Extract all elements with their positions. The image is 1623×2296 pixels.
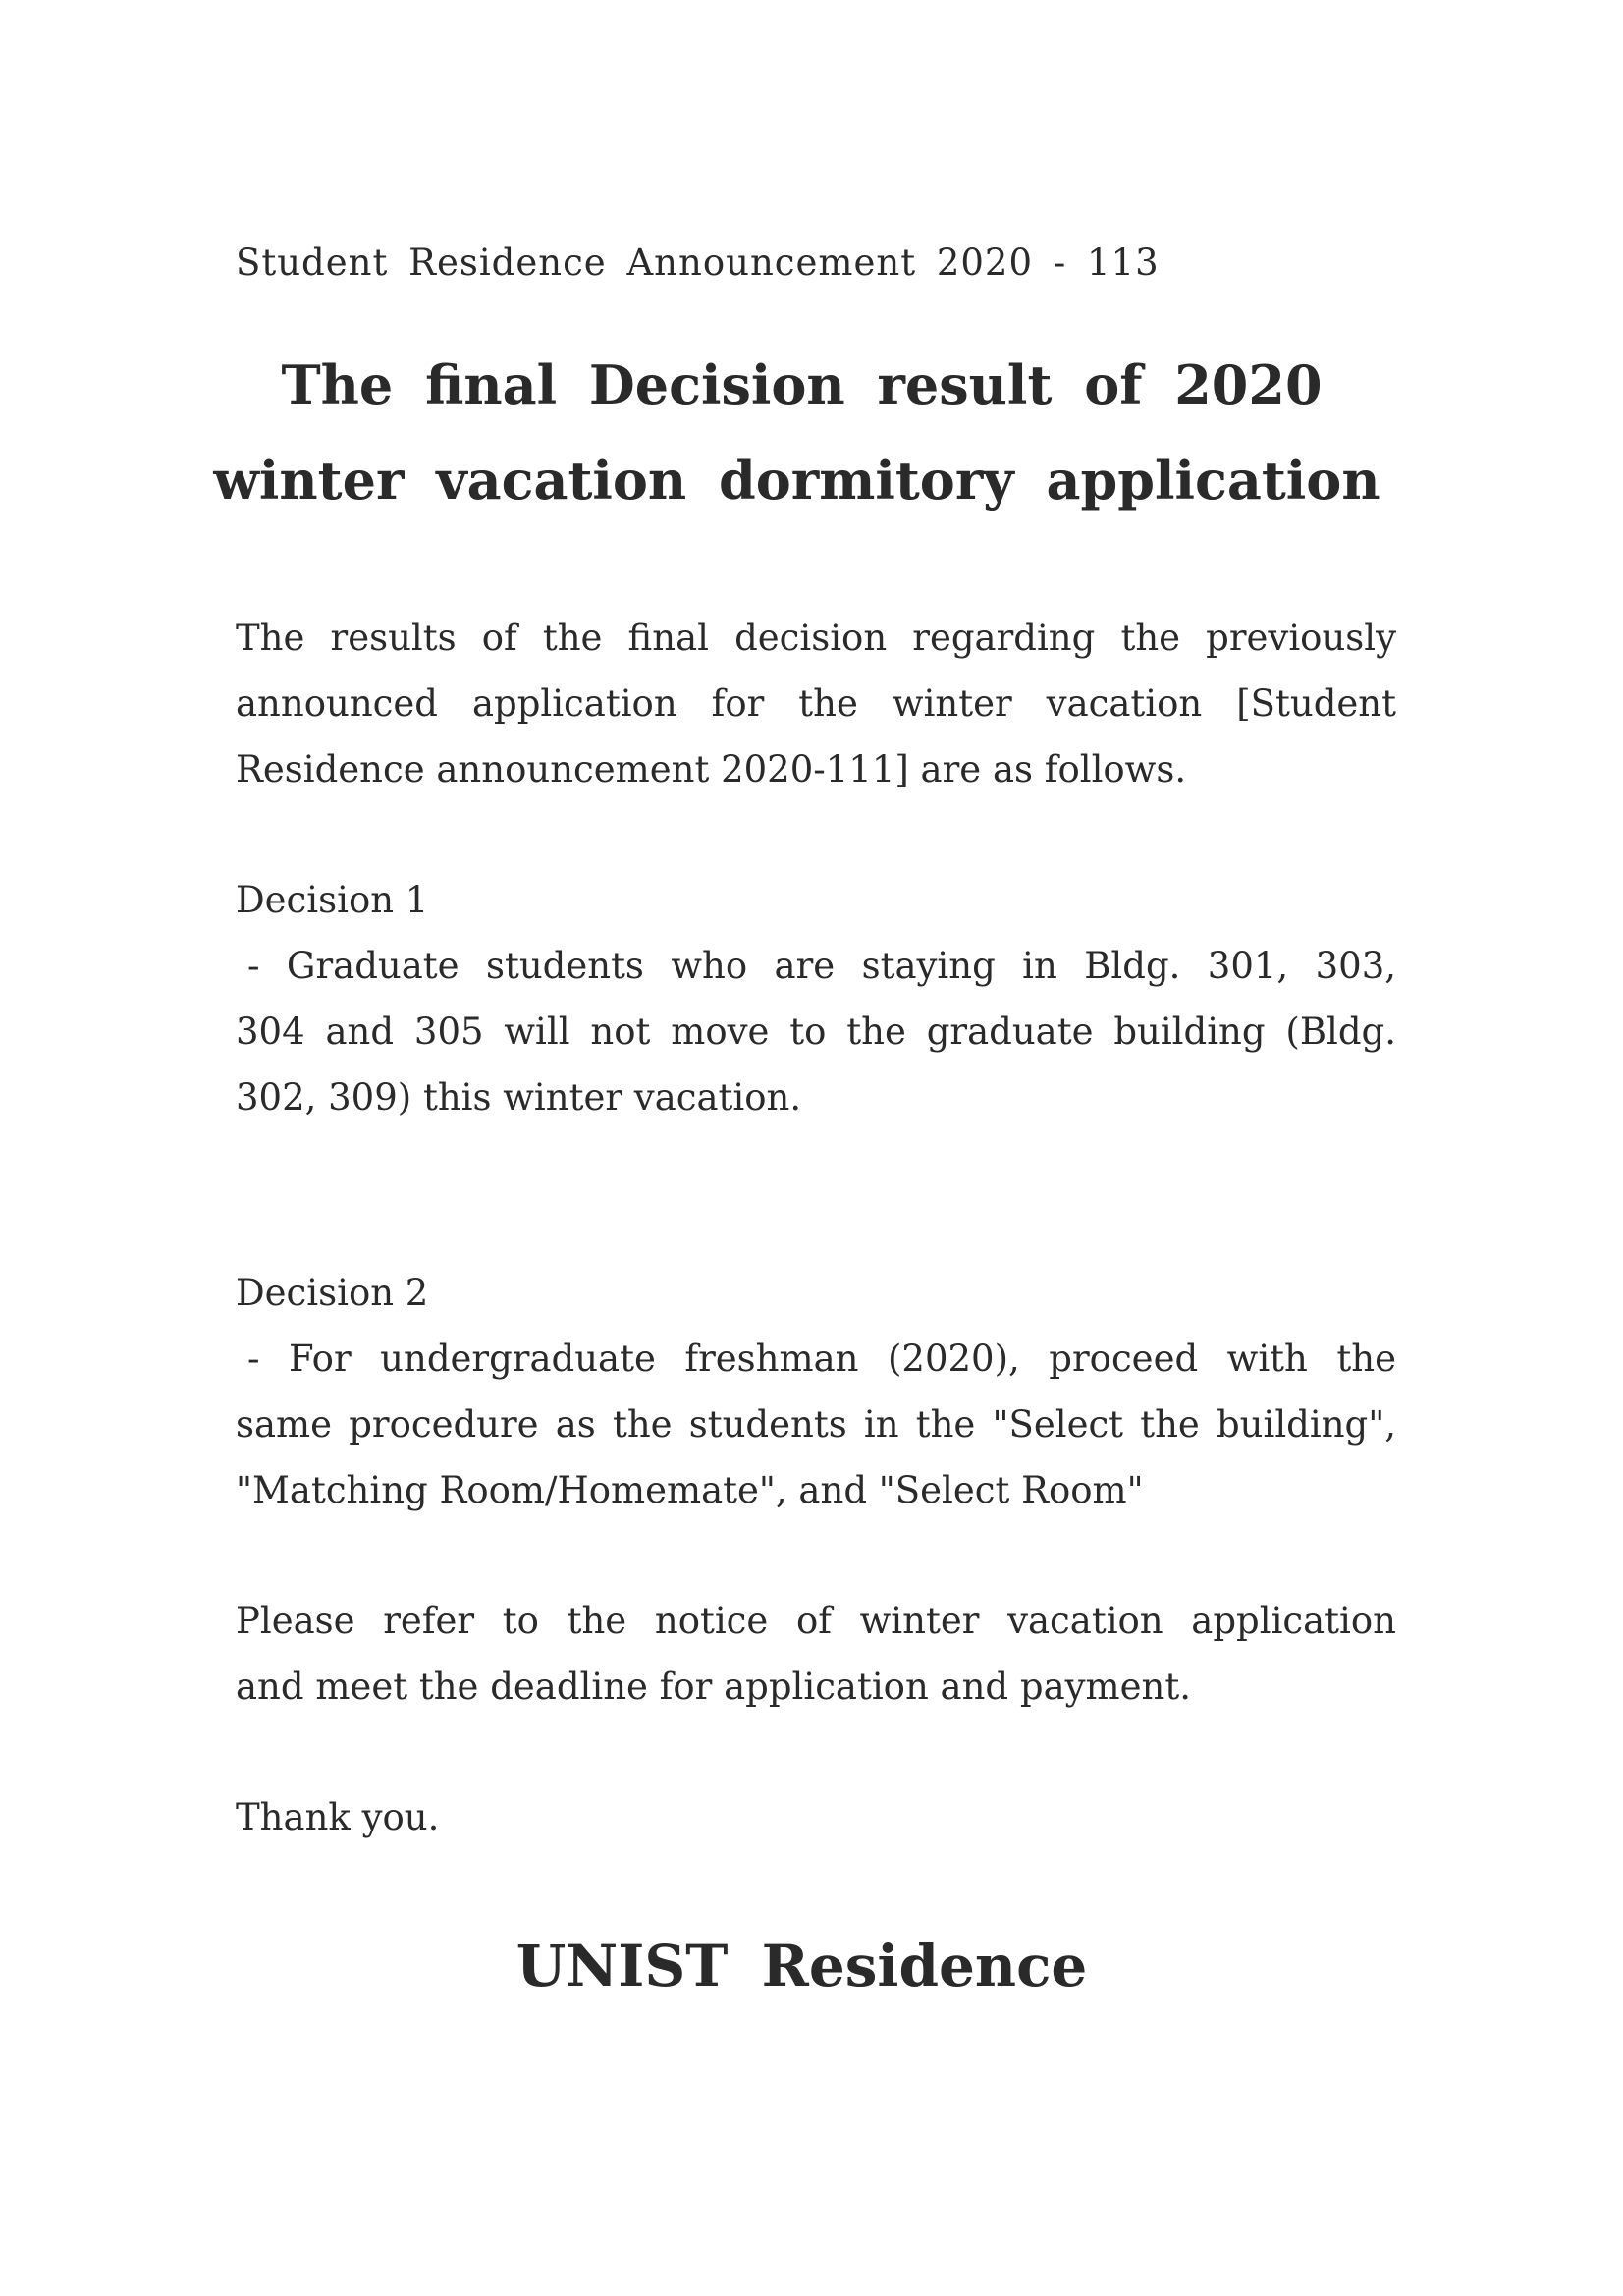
decision-2-heading: Decision 2 [236,1272,429,1314]
decision-2-line: "Matching Room/Homemate", and "Select Room" [236,1469,1144,1511]
decision-2-section [236,1260,1396,1523]
notice-line: Please refer to the notice of winter vacation application [236,1600,1396,1642]
decision-1-section [236,867,1396,1130]
document-title-line-1: The final Decision result of 2020 [281,354,1323,416]
document-title-line-2: winter vacation dormitory application [213,449,1380,512]
intro-paragraph [236,605,1396,802]
closing-text: Thank you. [236,1796,440,1838]
decision-2-line: same procedure as the students in the "Select the building", [236,1403,1396,1446]
signature: UNIST Residence [515,1933,1088,1999]
notice-line: and meet the deadline for application and payment. [236,1666,1191,1708]
decision-2-line: - For undergraduate freshman (2020), proceed with the [247,1338,1396,1380]
announcement-number: Student Residence Announcement 2020 - 113 [236,242,1160,284]
intro-line: The results of the final decision regarding the previously [236,617,1396,659]
notice-paragraph [236,1588,1396,1720]
intro-line: announced application for the winter vacation [Student [236,683,1396,725]
decision-1-line: 304 and 305 will not move to the graduate building (Bldg. [236,1011,1396,1053]
decision-1-line: 302, 309) this winter vacation. [236,1076,802,1119]
decision-1-line: - Graduate students who are staying in Bldg. 301, 303, [247,945,1396,987]
decision-1-heading: Decision 1 [236,879,429,921]
intro-line: Residence announcement 2020-111] are as follows. [236,748,1187,791]
